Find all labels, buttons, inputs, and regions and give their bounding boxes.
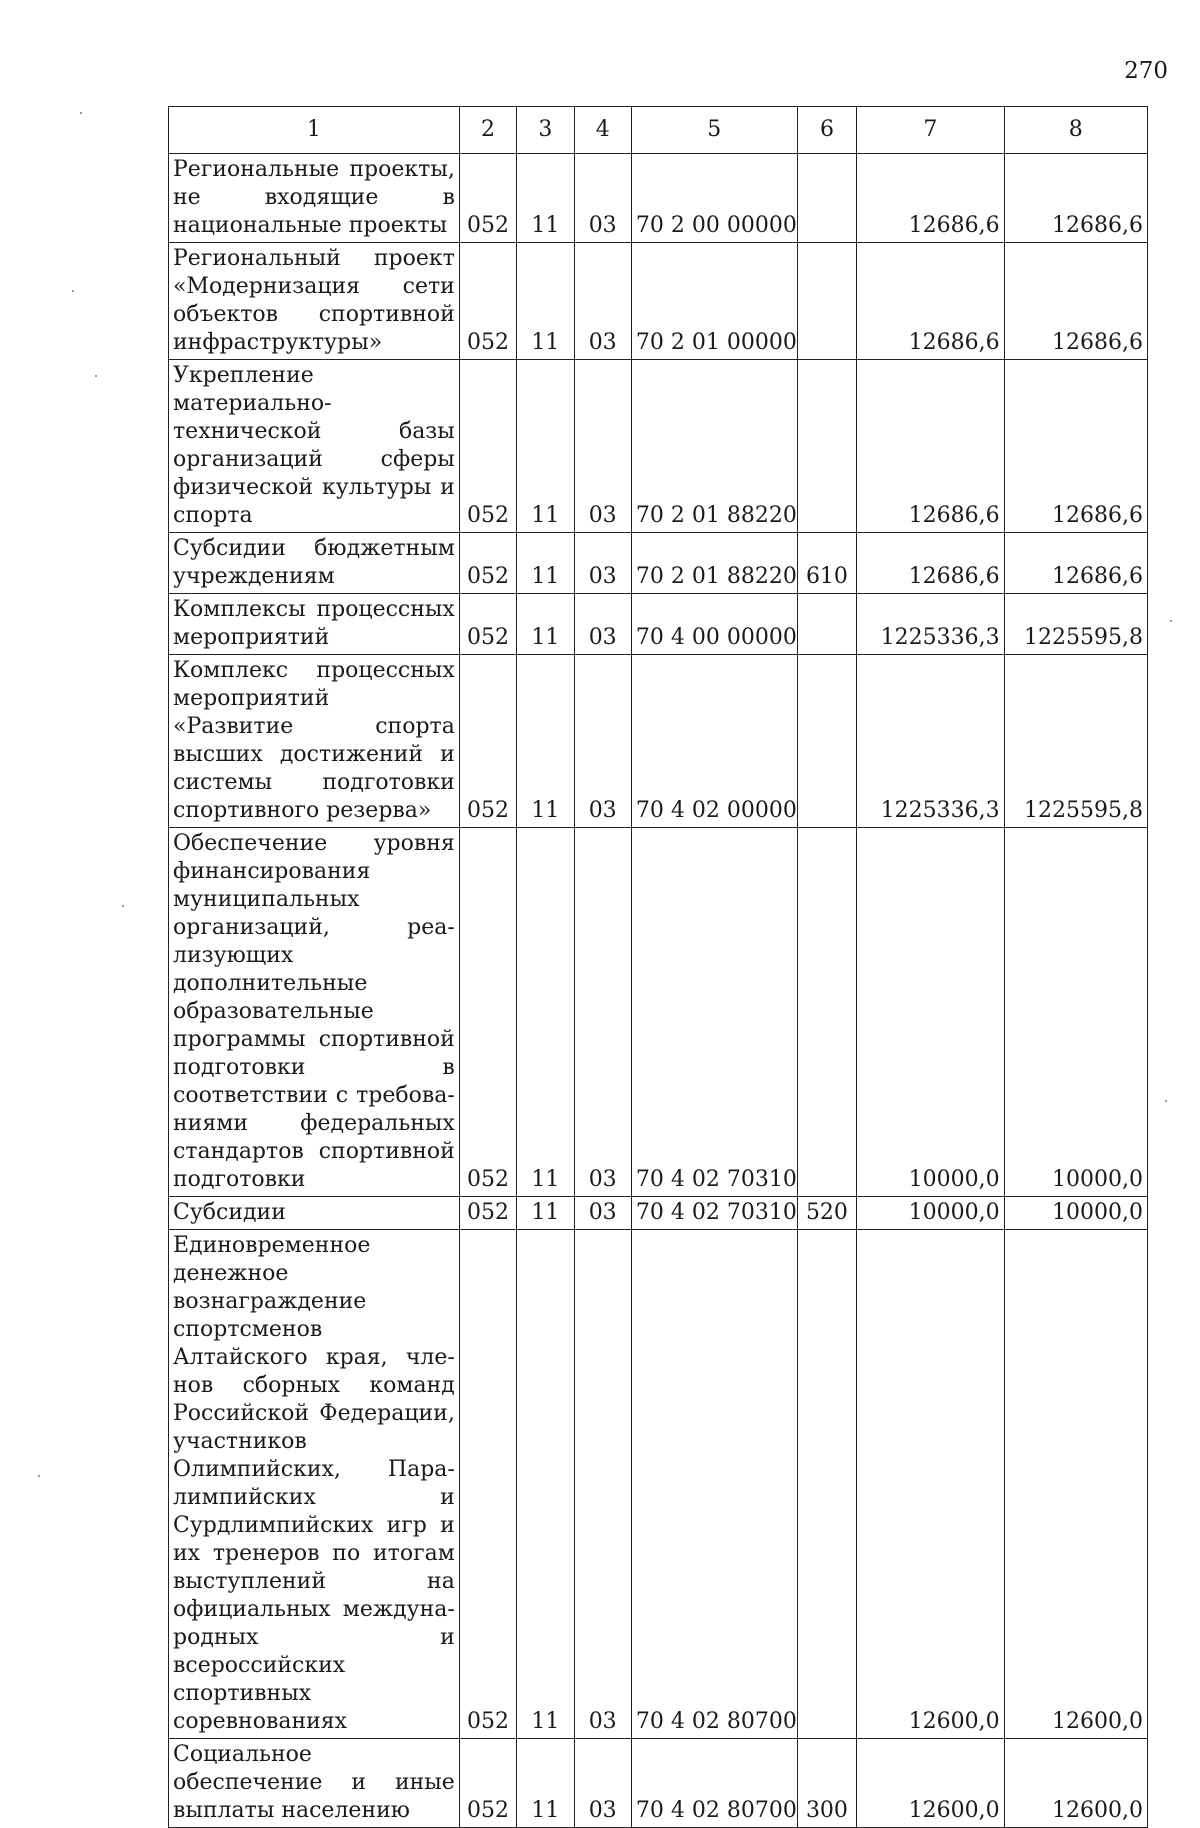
cell-target-article: 70 4 02 80700 [631,1739,797,1828]
cell-ministry-code: 052 [459,1197,516,1230]
cell-subsection: 03 [574,1739,631,1828]
cell-subsection: 03 [574,594,631,655]
cell-expense-type [797,1230,856,1739]
column-header: 7 [857,107,1004,154]
row-name: Региональные проекты, не входящие в национальные проекты [169,154,460,243]
cell-section: 11 [517,360,574,533]
cell-target-article: 70 2 00 00000 [631,154,797,243]
cell-amount-col7: 10000,0 [857,828,1004,1197]
budget-table [168,106,1148,1828]
cell-amount-col8: 12686,6 [1004,360,1147,533]
cell-amount-col7: 12686,6 [857,243,1004,360]
table-row [169,1739,1148,1828]
row-name: Укрепление материально-технической базы организаций сферы физической культуры и спорта [169,360,460,533]
column-header: 4 [574,107,631,154]
cell-subsection: 03 [574,655,631,828]
page-number: 270 [1124,58,1168,84]
scan-speck [1170,620,1172,622]
cell-section: 11 [517,533,574,594]
cell-section: 11 [517,243,574,360]
cell-subsection: 03 [574,154,631,243]
cell-ministry-code: 052 [459,154,516,243]
cell-amount-col8: 12686,6 [1004,533,1147,594]
table-row [169,594,1148,655]
row-name: Обеспечение уровня финансирования муниципальных организаций, реализующих дополнительные образовательные программы спортивной подготовки в соответствии с требованиями федеральных стандартов спортивной подготовки [169,828,460,1197]
cell-subsection: 03 [574,360,631,533]
cell-expense-type: 300 [797,1739,856,1828]
cell-amount-col7: 1225336,3 [857,655,1004,828]
cell-amount-col7: 12600,0 [857,1230,1004,1739]
cell-ministry-code: 052 [459,655,516,828]
cell-subsection: 03 [574,533,631,594]
column-header: 2 [459,107,516,154]
scan-speck [122,905,124,907]
table-row [169,533,1148,594]
cell-ministry-code: 052 [459,828,516,1197]
cell-subsection: 03 [574,1197,631,1230]
cell-target-article: 70 2 01 00000 [631,243,797,360]
cell-expense-type: 610 [797,533,856,594]
table-row [169,243,1148,360]
cell-ministry-code: 052 [459,533,516,594]
cell-section: 11 [517,1739,574,1828]
cell-section: 11 [517,154,574,243]
column-header: 6 [797,107,856,154]
cell-amount-col7: 1225336,3 [857,594,1004,655]
cell-expense-type [797,594,856,655]
table-row [169,154,1148,243]
column-header: 5 [631,107,797,154]
cell-amount-col8: 12686,6 [1004,154,1147,243]
cell-expense-type [797,154,856,243]
cell-target-article: 70 2 01 88220 [631,360,797,533]
row-name: Комплексы процессных мероприятий [169,594,460,655]
scan-speck [80,112,82,114]
cell-ministry-code: 052 [459,360,516,533]
table-row [169,1197,1148,1230]
cell-amount-col8: 10000,0 [1004,828,1147,1197]
cell-amount-col7: 10000,0 [857,1197,1004,1230]
row-name: Единовременное денежное вознаграждение спортсменов Алтайского края, членов сборных команд Российской Федерации, участников Олимпийских, Паралимпийских и Сурдлимпийских игр и их тренеров по итогам выступлений на официальных международных и всероссийских спортивных соревнованиях [169,1230,460,1739]
column-header: 3 [517,107,574,154]
header-row [169,107,1148,154]
cell-amount-col8: 1225595,8 [1004,655,1147,828]
table-row [169,360,1148,533]
cell-target-article: 70 4 02 80700 [631,1230,797,1739]
table-row [169,655,1148,828]
cell-ministry-code: 052 [459,1230,516,1739]
cell-section: 11 [517,594,574,655]
row-name: Социальное обеспечение и иные выплаты населению [169,1739,460,1828]
cell-expense-type [797,655,856,828]
cell-ministry-code: 052 [459,1739,516,1828]
scan-speck [95,375,97,377]
cell-target-article: 70 4 00 00000 [631,594,797,655]
cell-amount-col8: 10000,0 [1004,1197,1147,1230]
cell-target-article: 70 2 01 88220 [631,533,797,594]
row-name: Региональный проект «Модернизация сети объектов спортивной инфраструктуры» [169,243,460,360]
cell-amount-col8: 12600,0 [1004,1230,1147,1739]
cell-amount-col8: 1225595,8 [1004,594,1147,655]
cell-amount-col8: 12600,0 [1004,1739,1147,1828]
scan-speck [38,1475,40,1477]
cell-amount-col7: 12686,6 [857,533,1004,594]
table-row [169,1230,1148,1739]
table-row [169,828,1148,1197]
cell-expense-type [797,828,856,1197]
row-name: Комплекс процессных мероприятий «Развитие спорта высших достижений и системы подготовки спортивного резерва» [169,655,460,828]
cell-section: 11 [517,1230,574,1739]
row-name: Субсидии [169,1197,460,1230]
cell-subsection: 03 [574,828,631,1197]
cell-target-article: 70 4 02 00000 [631,655,797,828]
cell-subsection: 03 [574,1230,631,1739]
cell-target-article: 70 4 02 70310 [631,828,797,1197]
cell-amount-col7: 12600,0 [857,1739,1004,1828]
cell-amount-col7: 12686,6 [857,154,1004,243]
cell-amount-col7: 12686,6 [857,360,1004,533]
row-name: Субсидии бюджетным учреждениям [169,533,460,594]
cell-expense-type [797,360,856,533]
cell-section: 11 [517,1197,574,1230]
column-header: 1 [169,107,460,154]
cell-ministry-code: 052 [459,594,516,655]
cell-subsection: 03 [574,243,631,360]
column-header: 8 [1004,107,1147,154]
scan-speck [72,290,74,292]
cell-expense-type: 520 [797,1197,856,1230]
cell-amount-col8: 12686,6 [1004,243,1147,360]
scan-speck [1165,1100,1167,1102]
cell-expense-type [797,243,856,360]
cell-target-article: 70 4 02 70310 [631,1197,797,1230]
cell-ministry-code: 052 [459,243,516,360]
cell-section: 11 [517,828,574,1197]
cell-section: 11 [517,655,574,828]
